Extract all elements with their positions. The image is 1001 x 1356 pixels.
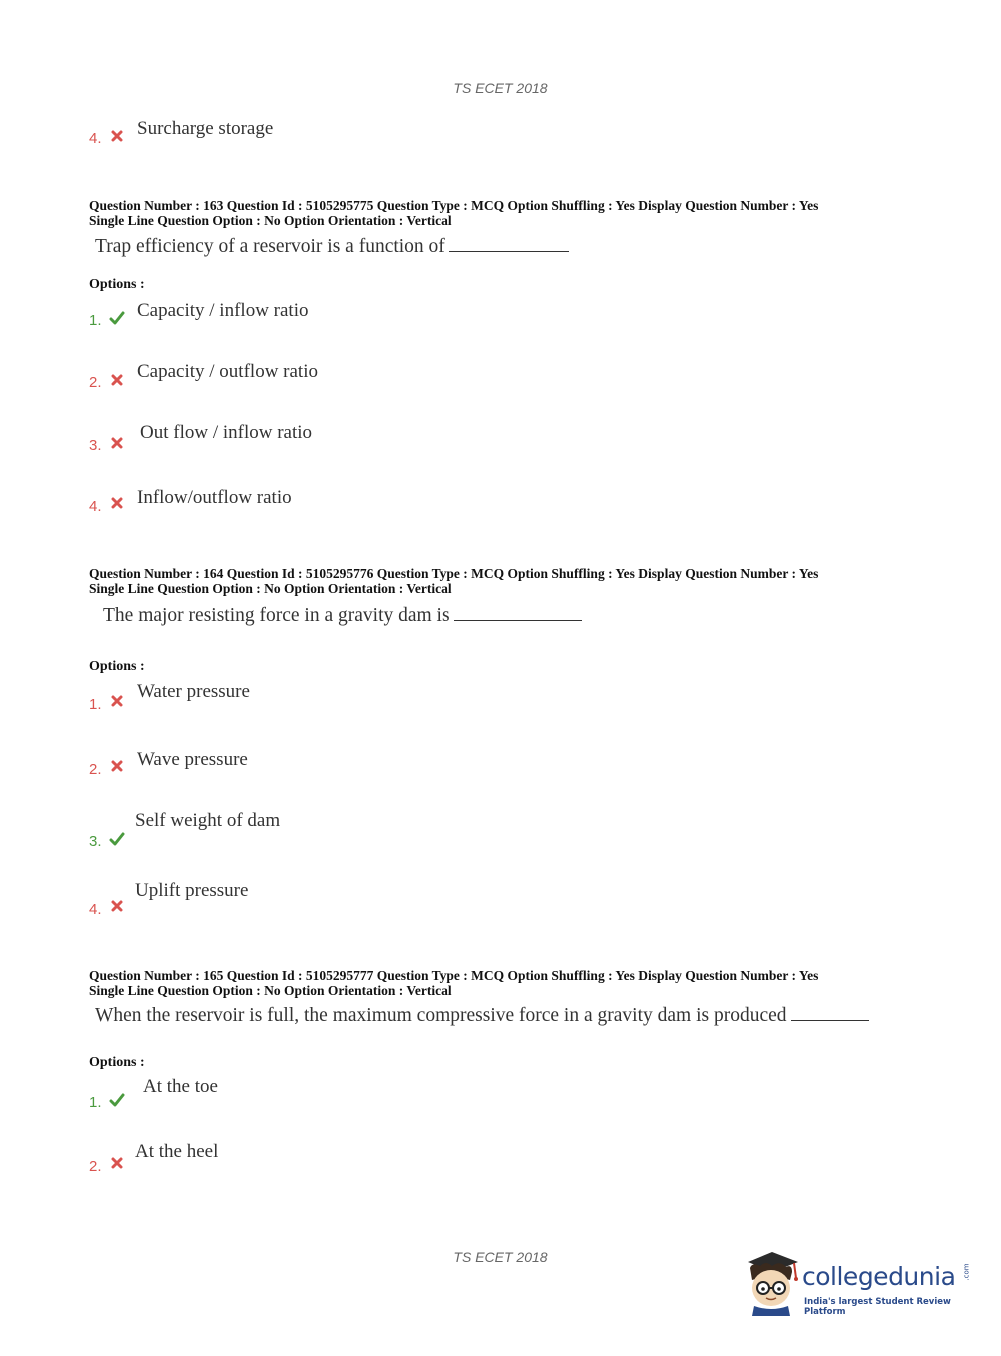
page-footer: TS ECET 2018 [453, 1249, 548, 1265]
options-label: Options : [89, 277, 145, 292]
option-text: Capacity / outflow ratio [137, 361, 318, 382]
logo-suffix: .com [962, 1263, 971, 1281]
logo-name: collegedunia [802, 1262, 956, 1291]
wrong-icon [109, 372, 125, 388]
answer-blank [449, 237, 569, 252]
question-meta-line: Single Line Question Option : No Option Orientation : Vertical [89, 983, 452, 998]
answer-blank [454, 606, 582, 621]
option-text: Wave pressure [137, 749, 248, 770]
question-text [95, 1005, 869, 1027]
question-meta-line: Question Number : 164 Question Id : 5105295776 Question Type : MCQ Option Shuffling : Yes Display Question Number : Yes [89, 566, 819, 581]
question-meta-line: Question Number : 165 Question Id : 5105295777 Question Type : MCQ Option Shuffling : Yes Display Question Number : Yes [89, 968, 819, 983]
correct-icon [109, 310, 125, 326]
correct-icon [109, 831, 125, 847]
wrong-icon [109, 1155, 125, 1171]
wrong-icon [109, 758, 125, 774]
wrong-icon [109, 495, 125, 511]
option-text: Uplift pressure [135, 880, 249, 901]
wrong-icon [109, 435, 125, 451]
question-text [95, 236, 569, 258]
wrong-icon [109, 898, 125, 914]
option-number: 3. [89, 437, 102, 454]
option-row [89, 749, 889, 789]
collegedunia-logo[interactable] [742, 1248, 972, 1318]
option-text: Water pressure [137, 681, 250, 702]
option-text: At the toe [143, 1076, 218, 1097]
question-text [103, 605, 582, 627]
correct-icon [109, 1092, 125, 1108]
option-text: Self weight of dam [135, 810, 281, 831]
option-row [89, 487, 889, 527]
option-row [89, 1141, 889, 1181]
option-row [89, 810, 889, 850]
option-number: 4. [89, 901, 102, 918]
option-text: Surcharge storage [137, 118, 274, 139]
option-number: 1. [89, 696, 102, 713]
option-row [89, 1076, 889, 1116]
option-number: 4. [89, 498, 102, 515]
option-row [89, 300, 889, 340]
option-number: 1. [89, 312, 102, 329]
option-row [89, 118, 889, 158]
question-text-content: The major resisting force in a gravity dam is [103, 605, 450, 626]
question-meta-line: Single Line Question Option : No Option Orientation : Vertical [89, 581, 452, 596]
option-row [89, 880, 889, 920]
option-text: Capacity / inflow ratio [137, 300, 309, 321]
option-number: 3. [89, 833, 102, 850]
option-text: Out flow / inflow ratio [140, 422, 313, 443]
option-text: At the heel [135, 1141, 219, 1162]
option-number: 1. [89, 1094, 102, 1111]
question-text-content: When the reservoir is full, the maximum compressive force in a gravity dam is produced [95, 1005, 787, 1026]
option-row [89, 422, 889, 462]
option-row [89, 681, 889, 721]
option-number: 2. [89, 761, 102, 778]
wrong-icon [109, 128, 125, 144]
question-meta-line: Single Line Question Option : No Option Orientation : Vertical [89, 213, 452, 228]
mascot-icon [742, 1248, 802, 1318]
logo-tagline: India's largest Student Review Platform [804, 1297, 951, 1317]
options-label: Options : [89, 1055, 145, 1070]
question-meta [89, 968, 909, 998]
page-header: TS ECET 2018 [453, 80, 548, 96]
option-number: 4. [89, 130, 102, 147]
question-meta-line: Question Number : 163 Question Id : 5105295775 Question Type : MCQ Option Shuffling : Yes Display Question Number : Yes [89, 198, 819, 213]
question-meta [89, 566, 909, 596]
question-text-content: Trap efficiency of a reservoir is a function of [95, 236, 445, 257]
wrong-icon [109, 693, 125, 709]
option-text: Inflow/outflow ratio [137, 487, 292, 508]
option-row [89, 361, 889, 401]
question-meta [89, 198, 909, 228]
options-label: Options : [89, 659, 145, 674]
answer-blank [791, 1006, 869, 1021]
option-number: 2. [89, 374, 102, 391]
option-number: 2. [89, 1158, 102, 1175]
